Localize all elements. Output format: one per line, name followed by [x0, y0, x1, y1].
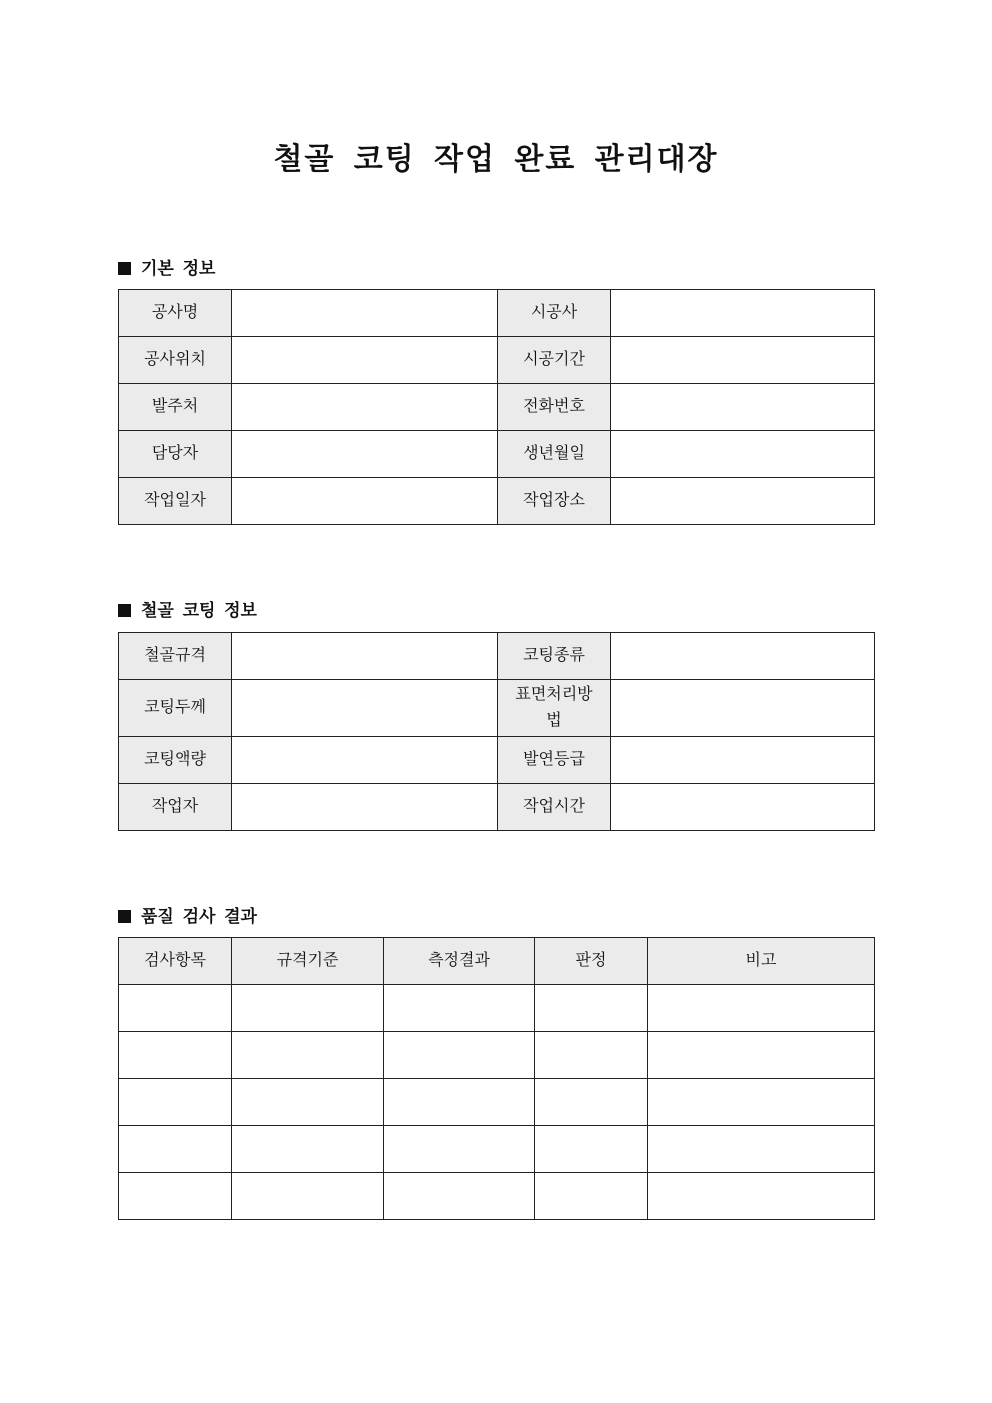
field-label: 공사위치 [119, 337, 232, 384]
table-cell[interactable] [119, 1032, 232, 1079]
table-row [119, 985, 875, 1032]
field-label: 시공사 [498, 290, 611, 337]
table-cell[interactable] [384, 1079, 535, 1126]
table-row [119, 1079, 875, 1126]
section-heading-text: 철골 코팅 정보 [141, 601, 257, 620]
field-value-cell[interactable] [232, 633, 498, 680]
field-value-cell[interactable] [232, 737, 498, 784]
table-row [119, 680, 875, 737]
field-label: 작업시간 [498, 784, 611, 831]
table-cell[interactable] [535, 1079, 648, 1126]
table-cell[interactable] [119, 1173, 232, 1220]
field-value-cell[interactable] [232, 784, 498, 831]
field-value-cell[interactable] [611, 431, 875, 478]
table-cell[interactable] [119, 1079, 232, 1126]
field-label: 담당자 [119, 431, 232, 478]
coating-info-table [118, 632, 875, 831]
square-bullet-icon [118, 604, 131, 617]
table-row [119, 633, 875, 680]
table-cell[interactable] [384, 1173, 535, 1220]
section-heading-quality [118, 902, 257, 927]
field-label: 전화번호 [498, 384, 611, 431]
field-value-cell[interactable] [232, 431, 498, 478]
table-cell[interactable] [648, 1032, 875, 1079]
field-value-cell[interactable] [611, 784, 875, 831]
table-cell[interactable] [648, 1079, 875, 1126]
field-value-cell[interactable] [611, 290, 875, 337]
section-heading-coating-info [118, 596, 257, 621]
table-cell[interactable] [232, 1173, 384, 1220]
table-cell[interactable] [648, 1126, 875, 1173]
section-heading-text: 기본 정보 [141, 259, 216, 278]
table-cell[interactable] [232, 1079, 384, 1126]
field-value-cell[interactable] [232, 680, 498, 737]
field-label: 작업장소 [498, 478, 611, 525]
table-cell[interactable] [232, 1032, 384, 1079]
field-label: 작업일자 [119, 478, 232, 525]
field-label: 공사명 [119, 290, 232, 337]
table-row [119, 478, 875, 525]
page-title: 철골 코팅 작업 완료 관리대장 [273, 143, 719, 176]
table-cell[interactable] [119, 985, 232, 1032]
table-row [119, 384, 875, 431]
table-cell[interactable] [384, 985, 535, 1032]
field-value-cell[interactable] [611, 737, 875, 784]
table-cell[interactable] [648, 985, 875, 1032]
column-header: 비고 [648, 938, 875, 985]
column-header: 측정결과 [384, 938, 535, 985]
field-value-cell[interactable] [232, 478, 498, 525]
field-label: 철골규격 [119, 633, 232, 680]
field-label: 표면처리방법 [498, 680, 611, 737]
table-cell[interactable] [535, 1126, 648, 1173]
field-label: 코팅종류 [498, 633, 611, 680]
table-row [119, 784, 875, 831]
field-value-cell[interactable] [611, 337, 875, 384]
field-value-cell[interactable] [611, 384, 875, 431]
table-row [119, 1173, 875, 1220]
field-value-cell[interactable] [232, 290, 498, 337]
field-label: 코팅두께 [119, 680, 232, 737]
table-cell[interactable] [384, 1126, 535, 1173]
table-cell[interactable] [648, 1173, 875, 1220]
quality-table [118, 937, 875, 1220]
basic-info-table [118, 289, 875, 525]
table-cell[interactable] [232, 1126, 384, 1173]
table-row [119, 431, 875, 478]
table-row [119, 337, 875, 384]
table-row [119, 1126, 875, 1173]
table-cell[interactable] [535, 1032, 648, 1079]
field-value-cell[interactable] [232, 337, 498, 384]
table-row [119, 290, 875, 337]
table-cell[interactable] [232, 985, 384, 1032]
field-label: 발주처 [119, 384, 232, 431]
square-bullet-icon [118, 910, 131, 923]
table-cell[interactable] [119, 1126, 232, 1173]
table-cell[interactable] [535, 985, 648, 1032]
field-value-cell[interactable] [611, 680, 875, 737]
field-label: 코팅액량 [119, 737, 232, 784]
table-row [119, 737, 875, 784]
table-cell[interactable] [535, 1173, 648, 1220]
field-value-cell[interactable] [232, 384, 498, 431]
field-label: 발연등급 [498, 737, 611, 784]
column-header: 규격기준 [232, 938, 384, 985]
section-heading-text: 품질 검사 결과 [141, 907, 257, 926]
column-header: 판정 [535, 938, 648, 985]
section-heading-basic-info [118, 254, 215, 279]
field-value-cell[interactable] [611, 633, 875, 680]
field-label: 시공기간 [498, 337, 611, 384]
field-label: 생년월일 [498, 431, 611, 478]
table-cell[interactable] [384, 1032, 535, 1079]
table-row [119, 1032, 875, 1079]
field-value-cell[interactable] [611, 478, 875, 525]
column-header: 검사항목 [119, 938, 232, 985]
square-bullet-icon [118, 262, 131, 275]
field-label: 작업자 [119, 784, 232, 831]
